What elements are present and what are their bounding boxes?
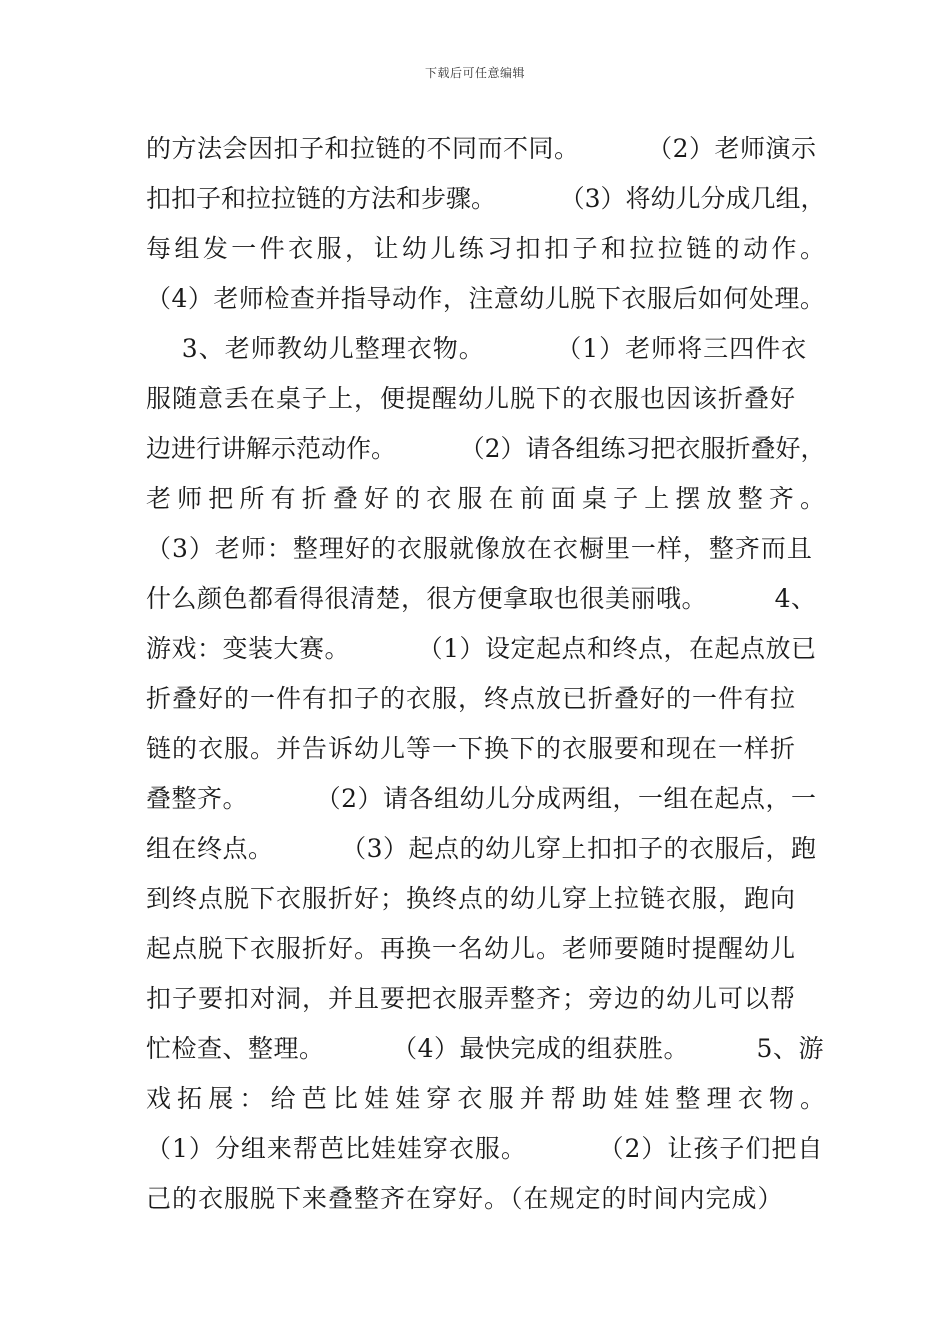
text-line: 叠整齐。 （2）请各组幼儿分成两组，一组在起点，一	[146, 784, 817, 813]
document-body	[146, 124, 826, 1224]
text-line: （1）分组来帮芭比娃娃穿衣服。 （2）让孩子们把自	[146, 1134, 824, 1163]
text-line: （4）老师检查并指导动作，注意幼儿脱下衣服后如何处理。	[146, 284, 826, 313]
text-line: 扣子要扣对洞，并且要把衣服弄整齐；旁边的幼儿可以帮	[146, 984, 797, 1013]
text-line: （3）老师：整理好的衣服就像放在衣橱里一样，整齐而且	[146, 534, 813, 563]
text-line: 边进行讲解示范动作。 （2）请各组练习把衣服折叠好，	[146, 434, 826, 463]
text-line: 扣扣子和拉拉链的方法和步骤。 （3）将幼儿分成几组，	[146, 184, 826, 213]
text-line: 游戏：变装大赛。 （1）设定起点和终点，在起点放已	[146, 634, 817, 663]
text-line: 链的衣服。并告诉幼儿等一下换下的衣服要和现在一样折	[146, 734, 797, 763]
text-line: 戏拓展：给芭比娃娃穿衣服并帮助娃娃整理衣物。	[146, 1084, 826, 1113]
text-line: 组在终点。 （3）起点的幼儿穿上扣扣子的衣服后，跑	[146, 834, 817, 863]
page-header-note: 下载后可任意编辑	[424, 66, 525, 80]
text-line: 己的衣服脱下来叠整齐在穿好。（在规定的时间内完成）	[146, 1184, 784, 1213]
text-line: 的方法会因扣子和拉链的不同而不同。 （2）老师演示	[146, 134, 817, 163]
text-line: 3、老师教幼儿整理衣物。 （1）老师将三四件衣	[146, 334, 808, 363]
text-line: 服随意丢在桌子上，便提醒幼儿脱下的衣服也因该折叠好	[146, 384, 797, 413]
text-line: 折叠好的一件有扣子的衣服，终点放已折叠好的一件有拉	[146, 684, 797, 713]
text-line: 老师把所有折叠好的衣服在前面桌子上摆放整齐。	[146, 484, 826, 513]
text-line: 起点脱下衣服折好。再换一名幼儿。老师要随时提醒幼儿	[146, 934, 797, 963]
text-line: 忙检查、整理。 （4）最快完成的组获胜。 5、游	[146, 1034, 824, 1063]
text-line: 每组发一件衣服，让幼儿练习扣扣子和拉拉链的动作。	[146, 234, 826, 263]
text-line: 什么颜色都看得很清楚，很方便拿取也很美丽哦。 4、	[146, 584, 817, 613]
text-line: 到终点脱下衣服折好；换终点的幼儿穿上拉链衣服，跑向	[146, 884, 797, 913]
